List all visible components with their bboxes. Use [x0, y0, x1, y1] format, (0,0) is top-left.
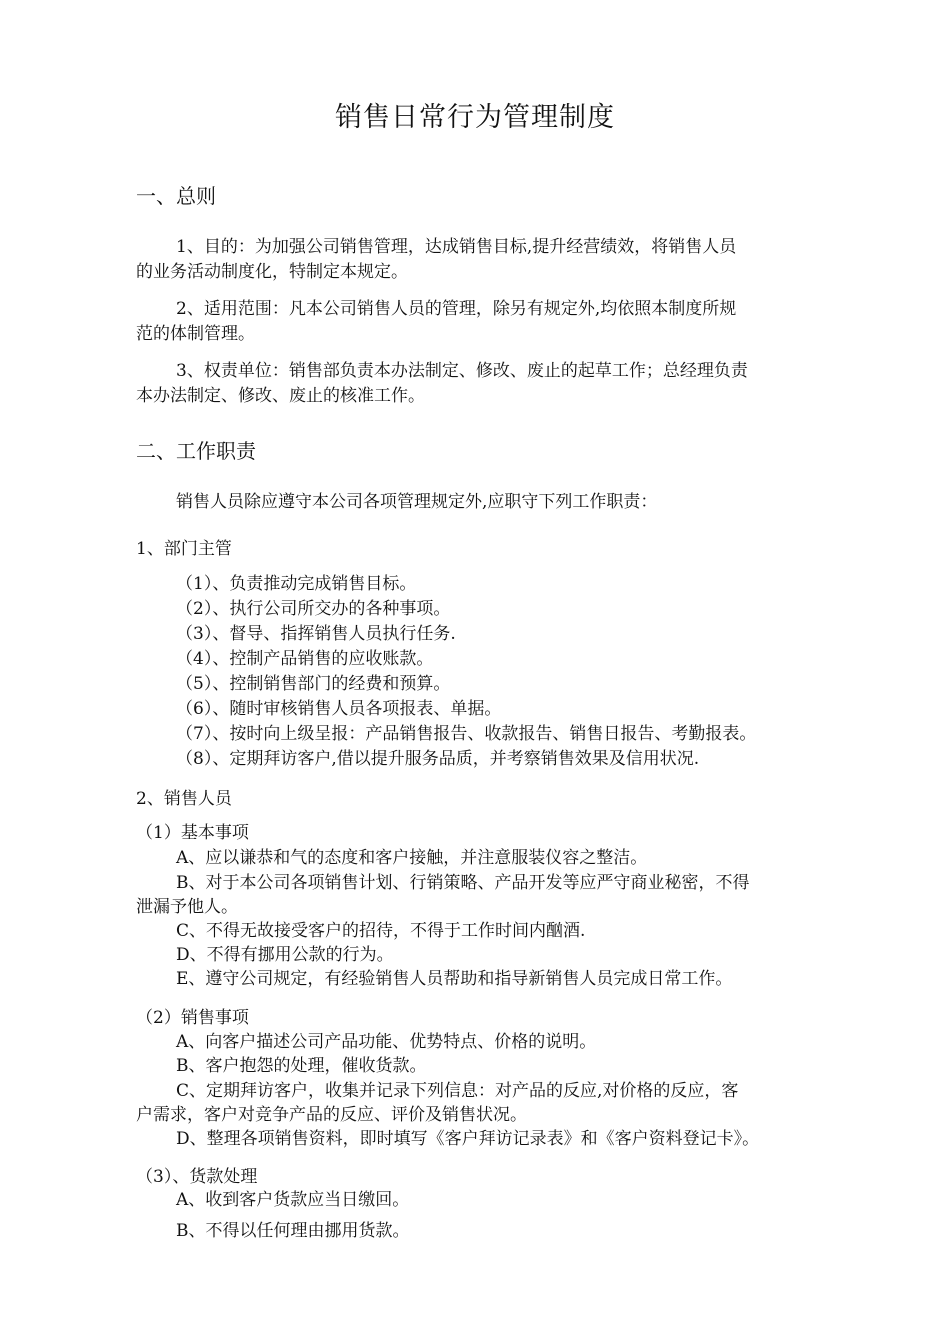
paragraph-purpose-line2: 的业务活动制度化，特制定本规定。 — [136, 262, 408, 282]
list-item: C、不得无故接受客户的招待，不得于工作时间内酗酒. — [176, 921, 586, 941]
list-item: A、向客户描述公司产品功能、优势特点、价格的说明。 — [176, 1032, 597, 1052]
list-item: （3）、督导、指挥销售人员执行任务. — [176, 624, 456, 644]
list-item-continuation: 泄漏予他人。 — [136, 897, 238, 917]
list-item: A、应以谦恭和气的态度和客户接触，并注意服装仪容之整洁。 — [176, 848, 648, 868]
paragraph-responsibility-line1: 3、权责单位：销售部负责本办法制定、修改、废止的起草工作；总经理负责 — [176, 361, 748, 381]
list-item: B、不得以任何理由挪用货款。 — [176, 1221, 410, 1241]
subsection-heading-supervisor: 1、部门主管 — [136, 539, 232, 559]
subsection-heading-salesperson: 2、销售人员 — [136, 789, 232, 809]
list-item: （1）、负责推动完成销售目标。 — [176, 574, 417, 594]
list-item: E、遵守公司规定，有经验销售人员帮助和指导新销售人员完成日常工作。 — [176, 969, 733, 989]
list-item: （4）、控制产品销售的应收账款。 — [176, 649, 434, 669]
list-item: （6）、随时审核销售人员各项报表、单据。 — [176, 699, 502, 719]
document-title: 销售日常行为管理制度 — [335, 102, 615, 133]
paragraph-responsibility-line2: 本办法制定、修改、废止的核准工作。 — [136, 386, 425, 406]
list-item: B、客户抱怨的处理，催收货款。 — [176, 1056, 427, 1076]
paragraph-scope-line1: 2、适用范围：凡本公司销售人员的管理，除另有规定外,均依照本制度所规 — [176, 299, 737, 319]
item-heading-payment: （3）、货款处理 — [136, 1167, 258, 1187]
list-item: D、整理各项销售资料，即时填写《客户拜访记录表》和《客户资料登记卡》。 — [176, 1129, 760, 1149]
item-heading-sales: （2）销售事项 — [136, 1008, 249, 1028]
list-item: A、收到客户货款应当日缴回。 — [176, 1190, 410, 1210]
list-item: （5）、控制销售部门的经费和预算。 — [176, 674, 451, 694]
list-item: （7）、按时向上级呈报：产品销售报告、收款报告、销售日报告、考勤报表。 — [176, 724, 757, 744]
paragraph-purpose-line1: 1、目的：为加强公司销售管理，达成销售目标,提升经营绩效，将销售人员 — [176, 237, 737, 257]
list-item: D、不得有挪用公款的行为。 — [176, 945, 394, 965]
section-heading-duties: 二、工作职责 — [136, 439, 256, 463]
duties-intro: 销售人员除应遵守本公司各项管理规定外,应职守下列工作职责： — [176, 492, 658, 512]
section-heading-general: 一、总则 — [136, 184, 216, 208]
list-item: C、定期拜访客户，收集并记录下列信息：对产品的反应,对价格的反应，客 — [176, 1081, 739, 1101]
paragraph-scope-line2: 范的体制管理。 — [136, 324, 255, 344]
item-heading-basic: （1）基本事项 — [136, 823, 249, 843]
list-item: （2）、执行公司所交办的各种事项。 — [176, 599, 451, 619]
list-item: （8）、定期拜访客户,借以提升服务品质，并考察销售效果及信用状况. — [176, 749, 700, 769]
list-item-continuation: 户需求，客户对竞争产品的反应、评价及销售状况。 — [136, 1105, 527, 1125]
list-item: B、对于本公司各项销售计划、行销策略、产品开发等应严守商业秘密，不得 — [176, 873, 750, 893]
